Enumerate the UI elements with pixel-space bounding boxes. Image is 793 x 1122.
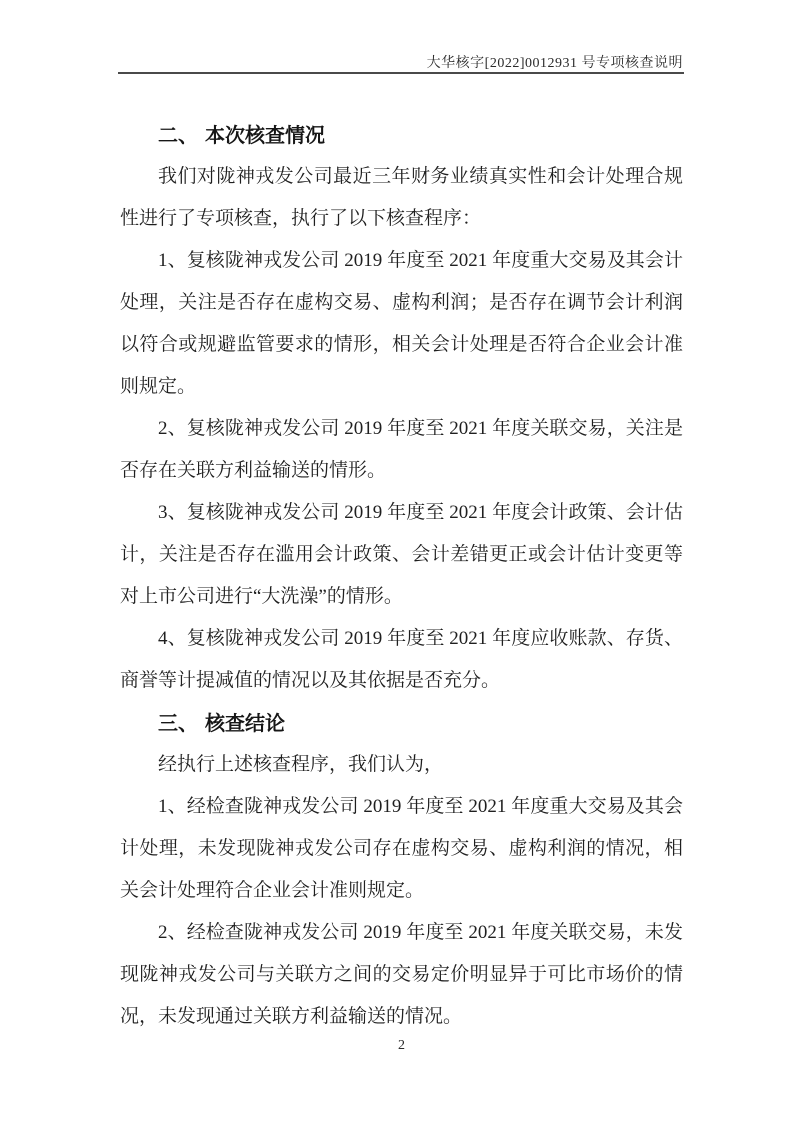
body-text-line: 则规定。 [120,376,197,397]
body-text-line: 计处理，未发现陇神戎发公司存在虚构交易、虚构利润的情况，相 [120,838,683,859]
body-text-line: 4、复核陇神戎发公司 2019 年度至 2021 年度应收账款、存货、 [158,628,683,649]
page-footer [120,1038,683,1054]
header-rule-divider [118,72,684,74]
body-text-line: 以符合或规避监管要求的情形，相关会计处理是否符合企业会计准 [120,334,683,355]
body-text-line: 我们对陇神戎发公司最近三年财务业绩真实性和会计处理合规 [158,166,683,187]
body-text-line: 关会计处理符合企业会计准则规定。 [120,880,425,901]
body-text-line: 1、复核陇神戎发公司 2019 年度至 2021 年度重大交易及其会计 [158,250,683,271]
body-text-line: 性进行了专项核查，执行了以下核查程序： [120,208,482,229]
section-heading: 二、 本次核查情况 [158,123,325,147]
section-heading: 三、 核查结论 [158,711,285,735]
body-text-line: 1、经检查陇神戎发公司 2019 年度至 2021 年度重大交易及其会 [158,796,683,817]
body-text-line: 计，关注是否存在滥用会计政策、会计差错更正或会计估计变更等 [120,544,683,565]
page-number: 2 [398,1038,405,1053]
body-text-line: 否存在关联方利益输送的情形。 [120,460,387,481]
body-text-line: 经执行上述核查程序，我们认为， [158,754,444,775]
body-text-line: 2、复核陇神戎发公司 2019 年度至 2021 年度关联交易，关注是 [158,418,683,439]
page-header [427,52,683,72]
body-text-line: 2、经检查陇神戎发公司 2019 年度至 2021 年度关联交易，未发 [158,922,683,943]
header-doc-number: 大华核字[2022]0012931 号专项核查说明 [426,56,683,71]
body-text-line: 3、复核陇神戎发公司 2019 年度至 2021 年度会计政策、会计估 [158,502,683,523]
body-text-line: 商誉等计提减值的情况以及其依据是否充分。 [120,670,501,691]
document-body [120,114,683,1038]
body-text-line: 对上市公司进行“大洗澡”的情形。 [120,586,403,607]
body-text-line: 况，未发现通过关联方利益输送的情况。 [120,1006,463,1027]
body-text-line: 处理，关注是否存在虚构交易、虚构利润；是否存在调节会计利润 [120,292,683,313]
body-text-line: 现陇神戎发公司与关联方之间的交易定价明显异于可比市场价的情 [120,964,683,985]
